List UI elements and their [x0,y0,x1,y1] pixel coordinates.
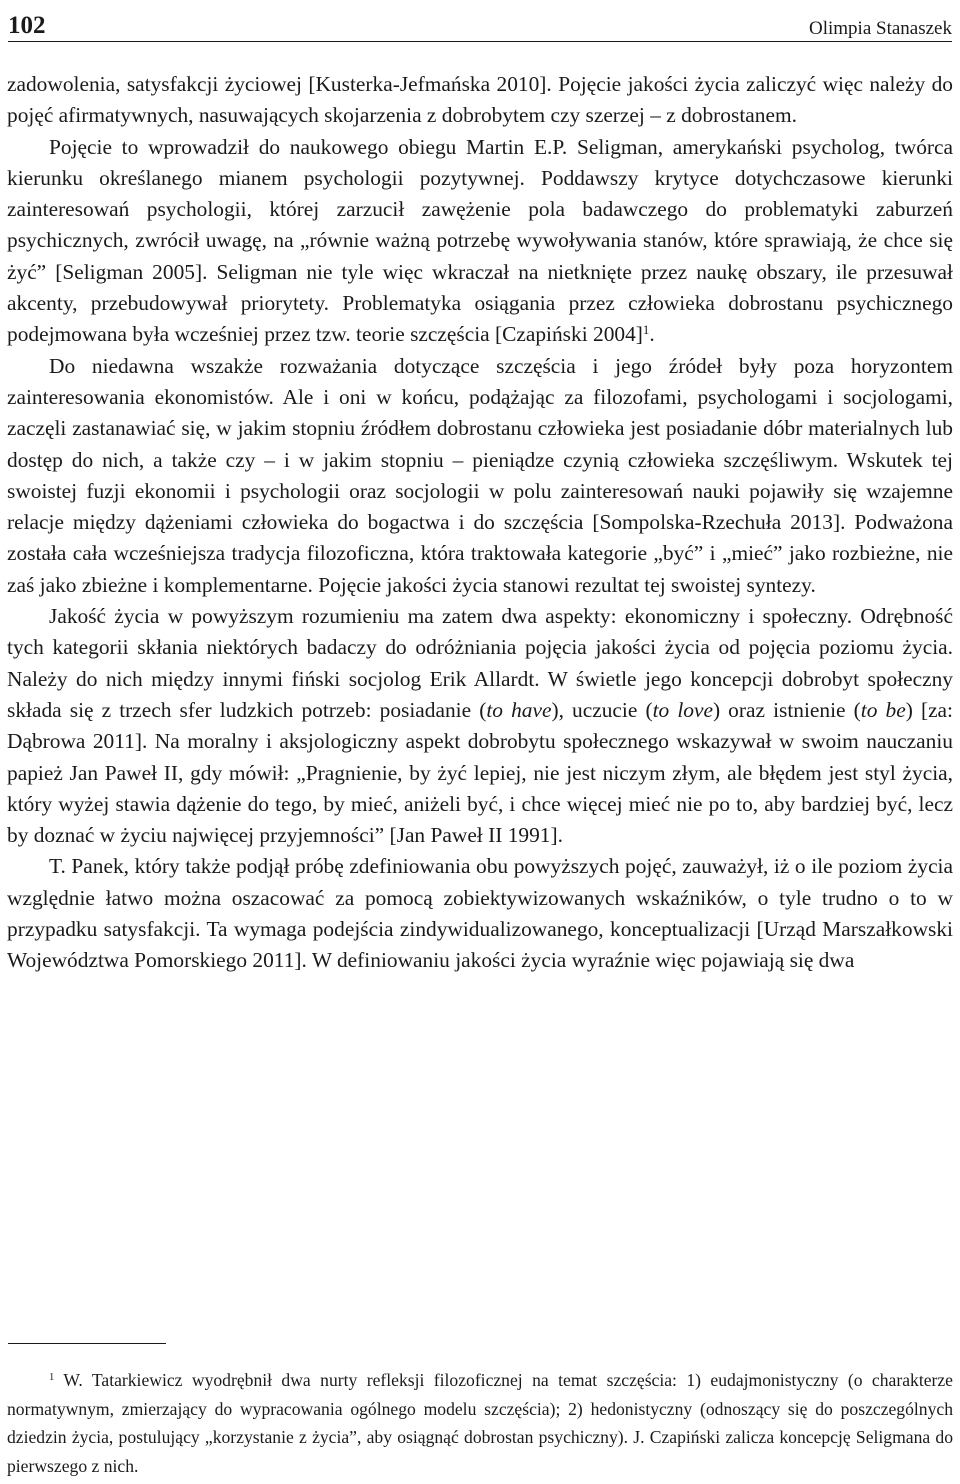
italic-text: to have [486,697,552,722]
text-run: ), uczucie ( [551,697,653,722]
text-run: zadowolenia, satysfakcji życiowej [Kusterka-Jefmańska 2010]. Pojęcie jakości życia zaliczyć więc należy do pojęć afirmatywnych, nasuwających skojarzenia z dobrobytem czy szerzej – z dobrostanem. [7,72,953,128]
paragraph [7,132,953,351]
text-run: ) [za: Dąbrowa 2011]. Na moralny i aksjologiczny aspekt dobrobytu społecznego wskazywał w swoim nauczaniu papież Jan Paweł II, gdy mówił: „Pragnienie, by żyć lepiej, nie jest niczym złym, ale błędem jest styl życia, który wyżej stawia dążenie do tego, by mieć, aniżeli być, i chce więcej mieć nie po to, aby bardziej być, lecz by doznać w życiu najwięcej przyjemności” [Jan Paweł II 1991]. [7,697,953,848]
footnote-marker: 1 [642,323,650,338]
paragraph [7,601,953,851]
footnote-marker: 1 [49,1372,55,1384]
footnotes [7,1366,953,1480]
text-run: . [649,322,655,347]
running-head-author: Olimpia Stanaszek [809,18,952,39]
body-text [7,69,953,977]
text-run: W. Tatarkiewicz wyodrębnił dwa nurty refleksji filozoficznej na temat szczęścia: 1) eudajmonistyczny (o charakterze normatywnym, zmierzający do wypracowania ogólnego modelu szczęścia); 2) hedonistyczny (odnoszący się do poszczególnych dziedzin życia, postulujący „korzystanie z życia”, aby osiągnąć dobrostan psychiczny). J. Czapiński zalicza koncepcję Seligmana do pierwszego z nich. [7,1370,953,1476]
italic-text: to love [652,697,713,722]
paragraph [7,351,953,601]
text-run: Do niedawna wszakże rozważania dotyczące szczęścia i jego źródeł były poza horyzontem zainteresowania ekonomistów. Ale i oni w końcu, podążając za filozofami, psychologami i socjologami, zaczęli zastanawiać się, w jakim stopniu źródłem dobrostanu człowieka jest posiadanie dóbr materialnych lub dostęp do nich, a także czy – i w jakim stopniu – pieniądze czynią człowieka szczęśliwym. Wskutek tej swoistej fuzji ekonomii i psychologii oraz socjologii w polu zainteresowań nauki pojawiły się wzajemne relacje między dążeniami człowieka do bogactwa i do szczęścia [Sompolska-Rzechuła 2013]. Podważona została cała wcześniejsza tradycja filozoficzna, która traktowała kategorie „być” i „mieć” jako rozbieżne, nie zaś jako zbieżne i komplementarne. Pojęcie jakości życia stanowi rezultat tej swoistej syntezy. [7,353,953,597]
paragraph [7,851,953,976]
paragraph [7,69,953,132]
text-run: ) oraz istnienie ( [712,697,861,722]
running-header [8,0,952,42]
page-number: 102 [8,12,46,39]
italic-text: to be [860,697,906,722]
footnote-separator [8,1343,166,1344]
footnote [7,1366,953,1480]
text-run: T. Panek, który także podjął próbę zdefiniowania obu powyższych pojęć, zauważył, iż o ile poziom życia względnie łatwo można oszacować za pomocą zobiektywizowanych wskaźników, o tyle trudno o to w przypadku satysfakcji. Ta wymaga podejścia zindywidualizowanego, konceptualizacji [Urząd Marszałkowski Województwa Pomorskiego 2011]. W definiowaniu jakości życia wyraźnie więc pojawiają się dwa [7,854,953,973]
text-run: Jakość życia w powyższym rozumieniu ma zatem dwa aspekty: ekonomiczny i społeczny. Odrębność tych kategorii skłania niektórych badaczy do odróżniania pojęcia jakości życia od pojęcia poziomu życia. Należy do nich między innymi fiński socjolog Erik Allardt. W świetle jego koncepcji dobrobyt społeczny składa się z trzech sfer ludzkich potrzeb: posiadanie ( [7,604,953,722]
text-run: Pojęcie to wprowadził do naukowego obiegu Martin E.P. Seligman, amerykański psycholog, twórca kierunku określanego mianem psychologii pozytywnej. Poddawszy krytyce dotychczasowe kierunki zainteresowań psychologii, której zarzucił zawężenie pola badawczego do problematyki zaburzeń psychicznych, zwrócił uwagę, na „równie ważną potrzebę wywoływania stanów, które sprawiają, że chce się żyć” [Seligman 2005]. Seligman nie tyle więc wkraczał na nietknięte przez naukę obszary, ile przesuwał akcenty, przebudowywał priorytety. Problematyka osiągania przez człowieka dobrostanu psychicznego podejmowana była wcześniej przez tzw. teorie szczęścia [Czapiński 2004] [7,134,953,347]
